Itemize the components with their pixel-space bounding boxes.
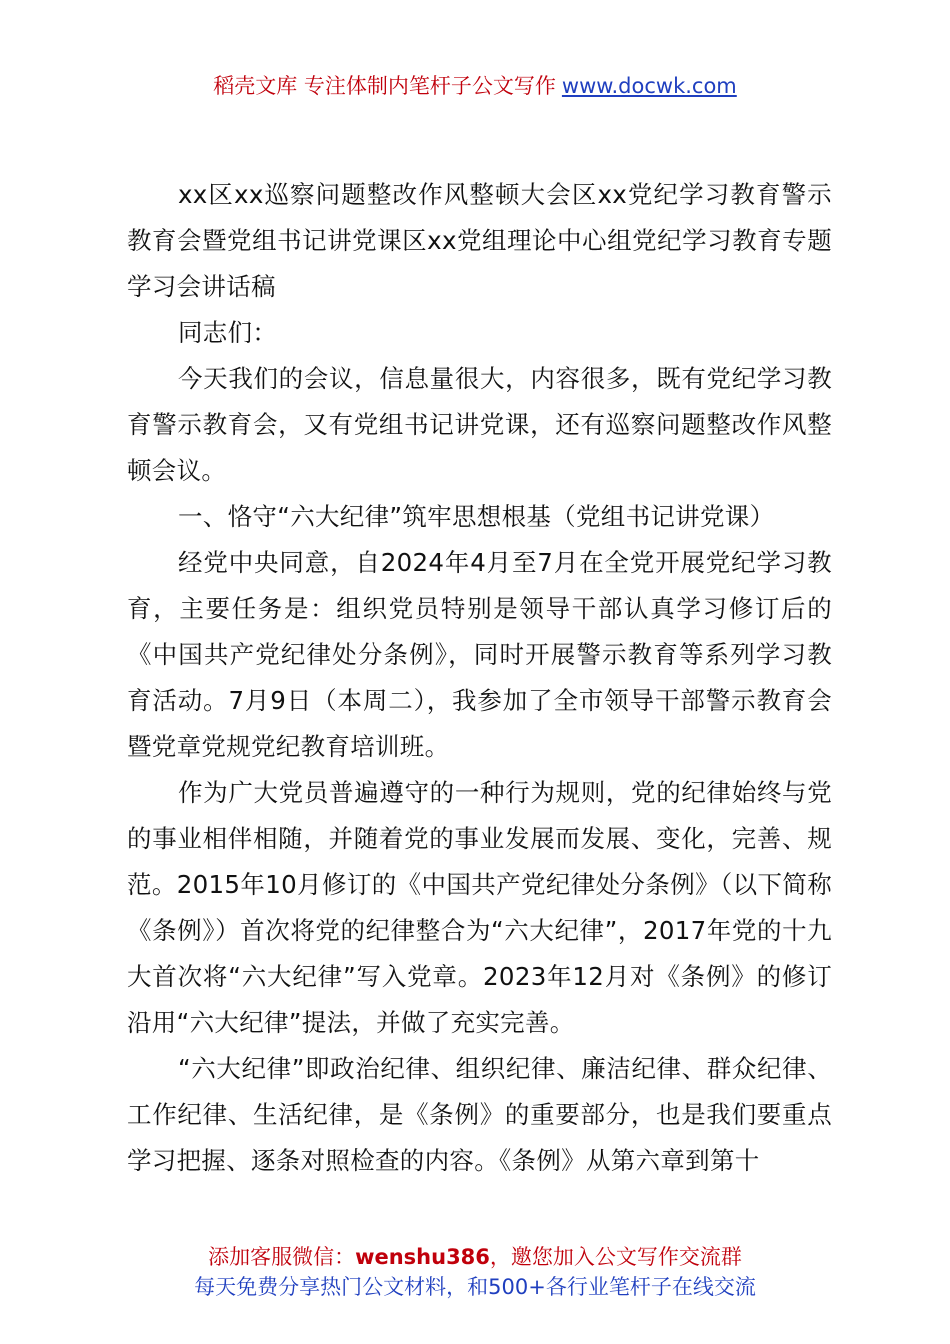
section-heading-1: 一、恪守“六大纪律”筑牢思想根基（党组书记讲党课） [178,502,775,531]
footer-suffix: ，邀您加入公文写作交流群 [489,1245,742,1269]
document-title: xx区xx巡察问题整改作风整顿大会区xx党纪学习教育警示教育会暨党组书记讲党课区xx党组理论中心组党纪学习教育专题学习会讲话稿 [127,180,832,301]
header-brand: 稻壳文库 专注体制内笔杆子公文写作 [213,74,556,98]
footer-prefix: 添加客服微信： [208,1245,356,1269]
paragraph-intro: 今天我们的会议，信息量很大，内容很多，既有党纪学习教育警示教育会，又有党组书记讲党课，还有巡察问题整改作风整顿会议。 [127,364,832,485]
page-header [0,70,950,100]
paragraph: 经党中央同意，自2024年4月至7月在全党开展党纪学习教育，主要任务是：组织党员特别是领导干部认真学习修订后的《中国共产党纪律处分条例》，同时开展警示教育等系列学习教育活动。7月9日（本周二），我参加了全市领导干部警示教育会暨党章党规党纪教育培训班。 [127,548,832,761]
header-url-link[interactable]: www.docwk.com [561,74,737,98]
footer-wechat-id: wenshu386 [355,1245,490,1269]
document-body [127,172,832,1184]
footer-contact [0,1241,950,1271]
paragraph: 作为广大党员普遍遵守的一种行为规则，党的纪律始终与党的事业相伴相随，并随着党的事业发展而发展、变化，完善、规范。2015年10月修订的《中国共产党纪律处分条例》（以下简称《条例》）首次将党的纪律整合为“六大纪律”，2017年党的十九大首次将“六大纪律”写入党章。2023年12月对《条例》的修订沿用“六大纪律”提法，并做了充实完善。 [127,778,832,1037]
paragraph: “六大纪律”即政治纪律、组织纪律、廉洁纪律、群众纪律、工作纪律、生活纪律，是《条例》的重要部分，也是我们要重点学习把握、逐条对照检查的内容。《条例》从第六章到第十 [127,1054,832,1175]
paragraph-salutation: 同志们： [178,318,278,347]
footer-tagline: 每天免费分享热门公文材料，和500+各行业笔杆子在线交流 [194,1275,756,1299]
